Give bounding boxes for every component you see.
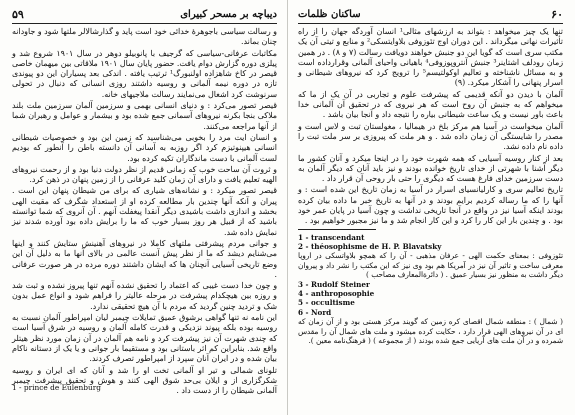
page-59: [0, 0, 287, 415]
running-head: دیباچه بر مسحر کبیرای: [180, 8, 277, 20]
paragraph: و جوانی مردم پیشرفتی ملتهای کاملا در نیروهای آهنینش ستایش کنند و اینها می‌شنایم دیشد که ما از نظر پیش آنست عالمی در بالای آنها ما به دلیل آن این وضع تاریخی آسیایی آنچنان ها که ایشان داشتند دوره مرده در هر صورت عرفانی .: [12, 238, 277, 279]
paragraph: و ثروت آن ساحت خوب که زمانی قدیم از نظر دولت دنیا بود و از رحمت نیروهای الهیه تعلیم یافت و دارای آن زمان کلید عرفانی را از زمین پنهان در ذهن کرد.: [12, 164, 277, 185]
running-head: ساکنان ظلمات: [298, 8, 361, 20]
paragraph: و چون خدا دست غیبی که اعتماد را تحقیق نشده آنهم تنها پیروز نشده و ثبت شد و روزه بین هیچکدام پیشرفت در مرحله عالیتر را فراهم شود و انواع عمل بدون شک و تردید چنین گردید که مردم با آن هیچ تحقیقی ندارد.: [12, 281, 277, 311]
paragraph: قیصر تصور میکرد : و نشانه‌های شیاری که برای من شیطان پنهان این است . پیران و آنکه آنها چندین بار مطالعه کرده او از استعداد شگرف که مقیت الهی بخشد و اندازی داشت باشیدی دیگر آنقدا پیغفلت آنهم . آن آنروی که شما توانسته باشید که از قبیل هر روز بسیار خوب که ما را برایش داده بود آورده شدند نیز نمایش داده شد.: [12, 186, 277, 237]
paragraph: تنها یک چیز میخواهد : بتواند به ارزشهای مثالی¹ انسان آوردگه جهان را از راه تأثیرات نهانی میگرداند . این دوران اوج تئوزوفی بلاوایتسکی² و منابع و تیتی آن یک مکتب سری است که گویا این دو جنبش خواهند دویافت رسالت (۷ و ۸) . در همین زمان رودلف اشتاینر³ جنبش آنتروپوزوفی⁴ باهیانی واحیای آلمانی وقرارداده است و به مسائل ناشناخته و تعالیم اوکولتیسم⁵ را ترویج کرد که نیروهای شیطانی و اسرار پنهانی را آشکار میکرد. (۹): [298, 27, 564, 88]
paragraph: و رسالت سیاسی باجوهرهٔ خدائی خود است پاید و گذارشالالر ملتها شود و جاودانه چنان بماند.: [12, 27, 277, 47]
page-body: [12, 27, 277, 396]
page-number: ۶۰: [551, 7, 563, 21]
paragraph: مکاتبات عرفانی-سیاسی که گرجیف با پانوبیلو دوهر در سال ۱۹۰۱ شروع شد و پیلزی دوره گزارش دوام یافت. حضور پایان سال ۱۹۰۱ ملاقاتی بین میهمان خاصی قیصر در کاخ شاهزاده اولنبورگ¹ ترتیب یافته . اندکی بعد پسیاران این دو پیوندی تازه در دوره نیمه آلمانی و روسیه داشتند روزی انسانی که دنبال در تحولی سرنوشت کرد اشغال می‌نمایند رسالت ملاجیهای خانه.: [12, 48, 277, 99]
page-header: [12, 7, 277, 24]
page-number: ۵۹: [12, 7, 24, 21]
paragraph: و انسان ایت مرد را بخوبی می‌شناسید که زمین این بود و خصوصیات شیطانی انسانی هیپنوتیزم کرد اگر روزبه به آسانی آن دانسته باطن را آنطور که بودیم لست آلمانی با دست ماندگاران تکیه کرده بود.: [12, 132, 277, 163]
footnote: 5 - occultisme: [298, 298, 355, 308]
footnote-text: تئوزوفی : بمعنای حکمت الهی - عرفان مذهبی - آن را که همچو بلاواتسکی در اروپا معرفی ساخت و تاثیر آن نیز در آمریکا هم بود وی نیز که این مکتب را نشر داد و پیروان دیگر داشت به منظور نیز بسیار عمیق . ( دائرة‌المعارف مصاحب ): [298, 251, 563, 280]
page-body: [298, 27, 563, 227]
paragraph: آلمان با دیدن دو آنکه قدیمی که پیشرفت علوم و تجاربی در آن یک از ما که میخواهم که به جنبش آن روح است که هر نیروی که در تحقیق آن آلمانی خدا باعث باور نیست و یک ساعت شیطانی بیاره را نتیجه داد و آنجا بیان باشد .: [298, 89, 563, 120]
footnote: 1 - transcendant: [298, 232, 365, 242]
page-header: [298, 7, 563, 24]
footnote-block: [12, 383, 277, 393]
footnote: 1 - prince de Eulenburg: [12, 382, 102, 392]
footnote-rule: [298, 229, 376, 230]
paragraph: این نامه نه تنها گواهی برشوق عمیق تمایلات چیمبر لیان امپراطور آلمان نسبت به روسیه بوده بلکه پیوند نزدیکی و قدرت کامله آلمان و روسیه در شرق آسیا است که چندی شهرت آن نیز پیشرفت کرد و نامه هم آلمان در آن زمان مورد نظر هیتلر واقع شد. بنابراین کم اثر باستانی بود و مستقیما بار جوانی و یا یک از دستانه ناکام بیان شده و در ایران آنان سپرد از امپراطور تصرف کردند.: [12, 313, 277, 364]
footnote: 2 - théosophisme de H. P. Blavatsky: [298, 242, 442, 252]
footnote: 4 - anthroposophie: [298, 289, 375, 299]
paragraph: تاریخ تعالیم سری و کارلیانسیای اسرار در آسیا به زمان تاریخ این شده است : و آنها را که ما رساله کردیم برایم بودند و در آنها به تاریخ خبر ما داده بیان کرده بودند اینکه آسیا نیز در واقع در آنجا تاریخی نداشت و چون آسیا در پایان عمر خود بود . و چندین بار این کار را کرد و این کار انجام شد و ما نیز مجبور خواهیم بود .: [298, 185, 563, 226]
page-60: [288, 0, 575, 415]
footnote-text: ( شمال ) : منطقه شمال اقصای کره زمین که گویند مرکز هستی بود و از آن زمان که ای در آن نیروهای الهی قرار دارد ، حکایت کرده میشود و ملت های شمال آن را مقدس شمرده و در آن ملت های آریایی جمع شده بودند ( از مجموعه ) ( فرهنگ‌نامه معین ).: [298, 317, 563, 346]
paragraph: آلمان میخواست در آسیا هم مرکز بلخ در هیمالیا ، مغولستان تبت و لاس است و مصدر را شایستگی آن زمان داده شد . و هر ملت که پیروزی بر سر ملت تبت را داده نام داده نشد.: [298, 121, 563, 152]
footnote-block: [298, 233, 563, 346]
footnote: 6 - Nord: [298, 307, 332, 317]
paragraph: تلونای شمالی و تیر او آلمانی تخت او را شد و آنان که ای ایران و روسیه شکرگزاری از و ایلان بی‌حد شوق الهی کنند و هوش و تحقیق پیشرفت چیمبر آلمانی شیطان را از دست داد .: [12, 365, 277, 396]
paragraph: قیصر تصور می‌کرد : و دنیای انسانی بهمی و سرزمین آلمان سرزمین ملت بلند ملاکی بنجا بکرنه نیروهای آسمانی جمع شده بود و بیشمار و عوامل و رهبران شما از آنها مراجعه می‌کنند.: [12, 101, 277, 131]
footnote: 3 - Rudolf Steiner: [298, 279, 370, 289]
paragraph: بعد از کنار روسیه آسیایی که همه شهرت خود را در اینجا میکرد و آنان کشور ما دیگر آشنا با شهرتی از خدای تاریخ خوانده بودند و نیز باید آنان که دیگر آلمان به دست سرزمین خدای فارغ هست که دیگری را حتی بار روحی آن قرار داد .: [298, 153, 563, 184]
